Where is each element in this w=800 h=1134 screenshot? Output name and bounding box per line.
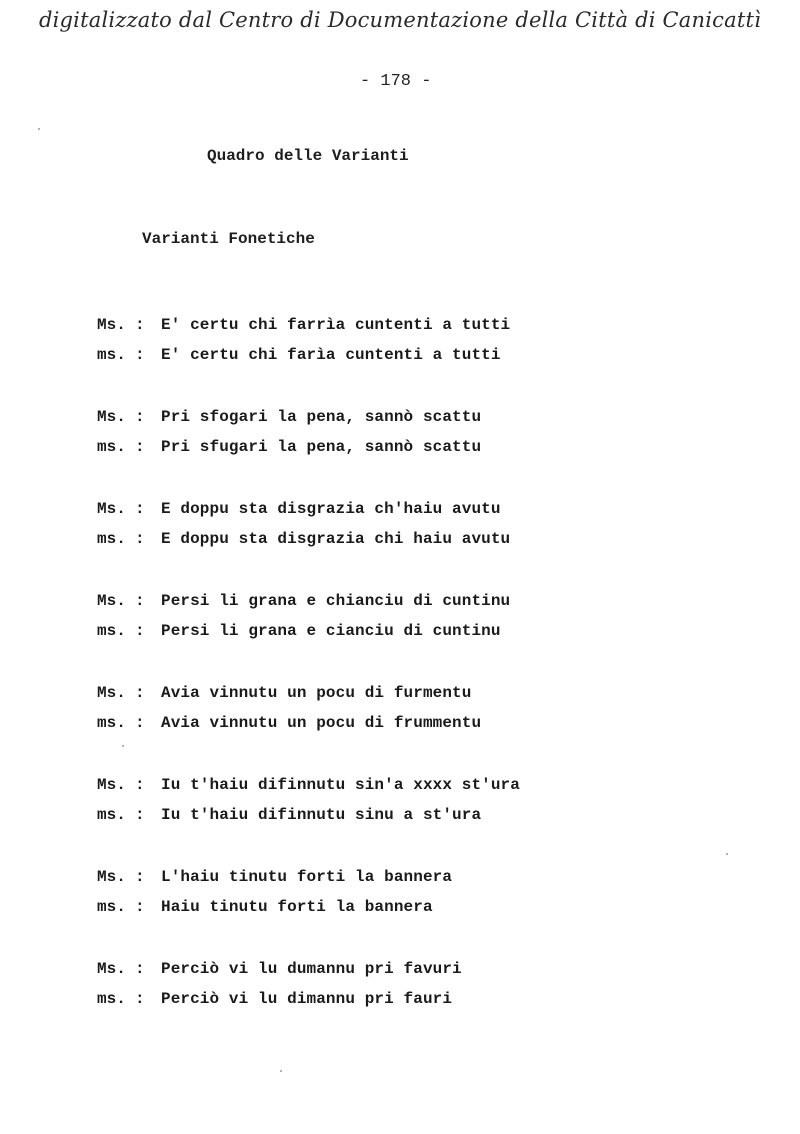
variant-line-minor xyxy=(97,524,787,554)
scan-speck xyxy=(280,1070,282,1072)
separator: : xyxy=(135,990,145,1008)
verse-text: Avia vinnutu un pocu di furmentu xyxy=(161,684,472,702)
siglum: Ms. xyxy=(97,684,126,702)
variant-line-major xyxy=(97,678,787,708)
separator: : xyxy=(135,868,145,886)
separator: : xyxy=(135,438,145,456)
variant-line-minor xyxy=(97,984,787,1014)
siglum: Ms. xyxy=(97,592,126,610)
variant-group xyxy=(97,310,787,402)
variant-group xyxy=(97,770,787,862)
variant-line-minor xyxy=(97,432,787,462)
siglum: ms. xyxy=(97,622,126,640)
siglum: ms. xyxy=(97,806,126,824)
siglum: Ms. xyxy=(97,408,126,426)
page-number: - 178 - xyxy=(360,72,432,91)
separator: : xyxy=(135,500,145,518)
verse-text: Iu t'haiu difinnutu sin'a xxxx st'ura xyxy=(161,776,520,794)
subsection-title: Varianti Fonetiche xyxy=(142,230,315,248)
variant-line-major xyxy=(97,770,787,800)
verse-text: E' certu chi farìa cuntenti a tutti xyxy=(161,346,501,364)
variant-line-minor xyxy=(97,708,787,738)
digitization-watermark: digitalizzato dal Centro di Documentazione della Città di Canicattì xyxy=(38,8,762,32)
separator: : xyxy=(135,806,145,824)
verse-text: E doppu sta disgrazia chi haiu avutu xyxy=(161,530,511,548)
section-title: Quadro delle Varianti xyxy=(207,147,409,165)
verse-text: Pri sfogari la pena, sannò scattu xyxy=(161,408,482,426)
verse-text: Iu t'haiu difinnutu sinu a st'ura xyxy=(161,806,482,824)
variant-line-major xyxy=(97,402,787,432)
separator: : xyxy=(135,408,145,426)
variant-group xyxy=(97,862,787,954)
variant-group xyxy=(97,586,787,678)
siglum: ms. xyxy=(97,346,126,364)
siglum: Ms. xyxy=(97,960,126,978)
verse-text: E' certu chi farrìa cuntenti a tutti xyxy=(161,316,511,334)
verse-text: Pri sfugari la pena, sannò scattu xyxy=(161,438,482,456)
variant-line-major xyxy=(97,862,787,892)
siglum: ms. xyxy=(97,714,126,732)
variants-list xyxy=(97,310,787,1046)
separator: : xyxy=(135,684,145,702)
separator: : xyxy=(135,346,145,364)
verse-text: Perciò vi lu dumannu pri favuri xyxy=(161,960,462,978)
variant-group xyxy=(97,402,787,494)
separator: : xyxy=(135,714,145,732)
variant-line-minor xyxy=(97,800,787,830)
separator: : xyxy=(135,960,145,978)
verse-text: Persi li grana e cianciu di cuntinu xyxy=(161,622,501,640)
siglum: Ms. xyxy=(97,500,126,518)
variant-line-minor xyxy=(97,892,787,922)
verse-text: Avia vinnutu un pocu di frummentu xyxy=(161,714,482,732)
scan-speck xyxy=(726,853,728,855)
variant-line-minor xyxy=(97,340,787,370)
variant-group xyxy=(97,954,787,1046)
variant-line-major xyxy=(97,310,787,340)
separator: : xyxy=(135,622,145,640)
scan-speck xyxy=(38,128,40,130)
variant-group xyxy=(97,494,787,586)
verse-text: L'haiu tinutu forti la bannera xyxy=(161,868,453,886)
separator: : xyxy=(135,898,145,916)
siglum: ms. xyxy=(97,898,126,916)
separator: : xyxy=(135,316,145,334)
siglum: Ms. xyxy=(97,868,126,886)
separator: : xyxy=(135,530,145,548)
scan-speck xyxy=(122,745,124,747)
variant-line-major xyxy=(97,494,787,524)
siglum: ms. xyxy=(97,990,126,1008)
siglum: ms. xyxy=(97,530,126,548)
verse-text: Perciò vi lu dimannu pri fauri xyxy=(161,990,453,1008)
verse-text: E doppu sta disgrazia ch'haiu avutu xyxy=(161,500,501,518)
siglum: Ms. xyxy=(97,316,126,334)
siglum: Ms. xyxy=(97,776,126,794)
variant-line-minor xyxy=(97,616,787,646)
variant-group xyxy=(97,678,787,770)
separator: : xyxy=(135,776,145,794)
variant-line-major xyxy=(97,586,787,616)
siglum: ms. xyxy=(97,438,126,456)
verse-text: Haiu tinutu forti la bannera xyxy=(161,898,433,916)
verse-text: Persi li grana e chianciu di cuntinu xyxy=(161,592,511,610)
variant-line-major xyxy=(97,954,787,984)
separator: : xyxy=(135,592,145,610)
